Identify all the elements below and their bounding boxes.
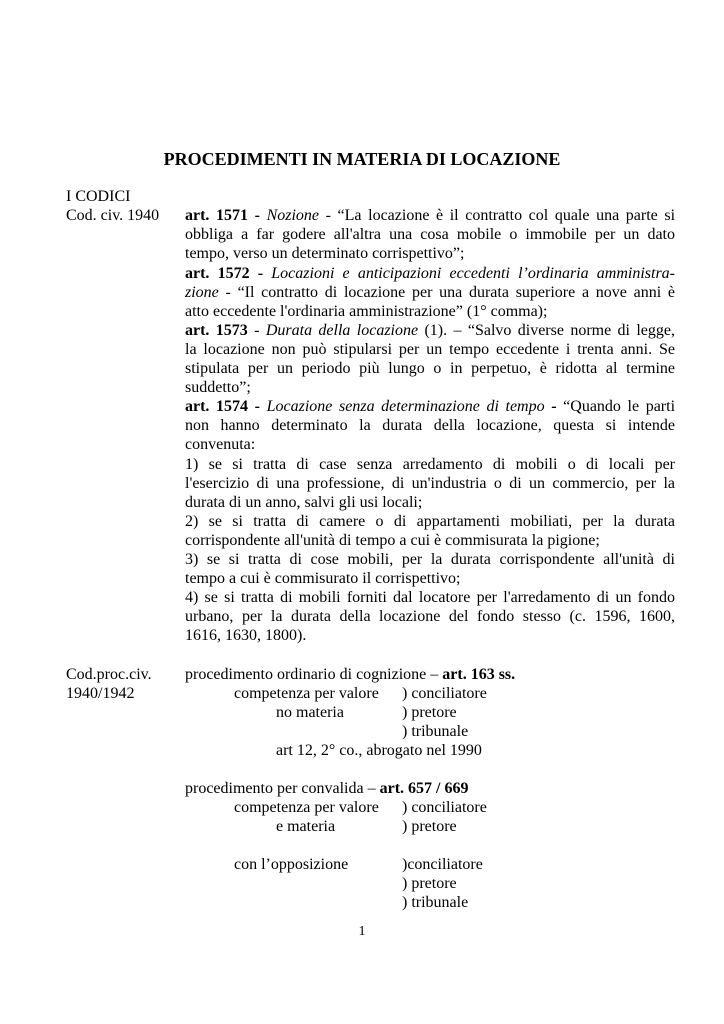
article-text-line: convenuta: [185,436,256,453]
article-rubric: zione [185,284,219,301]
article-item-1-line: 1) se si tratta di case senza arredamento di mobili o di locali per [185,456,675,473]
article-item-1-line: l'esercizio di una professione, di un'industria o di un commercio, per la [185,475,675,492]
article-dash: - [544,398,564,415]
court-conciliatore: )conciliatore [402,856,483,873]
court-pretore: ) pretore [402,875,457,892]
article-item-1-line: durata di un anno, salvi gli usi locali; [185,494,423,511]
procedure-text: procedimento ordinario di cognizione – [185,666,443,683]
article-1571-line [185,206,675,225]
article-rubric: Nozione [266,207,320,224]
article-rubric: Durata della locazione [265,322,419,339]
article-1572-line [185,264,675,283]
article-ref: art. 1573 [185,322,248,339]
competence-value: competenza per valore [234,799,379,816]
article-text-line: atto eccedente l'ordinaria amministrazione” (1° comma); [185,303,548,320]
court-tribunale: ) tribunale [402,723,469,740]
code-label-civil: Cod. civ. 1940 [66,207,160,224]
article-text-line: suddetto”; [185,379,251,396]
article-item-2-line: 2) se si tratta di camere o di appartamenti mobiliati, per la durata [185,513,675,530]
article-text-line [185,283,675,302]
article-text-line: obbliga a far godere all'altra una cosa mobile o immobile per un dato [185,226,675,243]
article-ref: art. 1571 - [185,207,260,224]
article-rubric: Locazioni e anticipazioni eccedenti l’ordinaria amministra- [271,265,676,282]
procedure-text: procedimento per convalida – [185,780,380,797]
competence-matter: e materia [276,818,336,835]
article-ref: art. 1574 - [185,398,260,415]
article-text: (1). – “Salvo diverse norme di legge, [418,322,675,339]
article-text: - “Il contratto di locazione per una durata superiore a nove anni è [218,284,675,301]
article-rubric: Locazione senza determinazione di tempo [266,398,545,415]
article-separator: - [247,322,266,339]
court-conciliatore: ) conciliatore [402,685,487,702]
article-text-line: stipulata per un periodo più lungo o in perpetuo, è ridotta al termine [185,360,675,377]
article-text-line: la locazione non può stipularsi per un tempo eccedente i trenta anni. Se [185,341,675,358]
article-1574-line [185,397,675,416]
article-item-3-line: tempo a cui è commisurato il corrispettivo; [185,570,461,587]
procedure-article: art. 163 ss. [442,666,516,683]
article-item-4-line: 4) se si tratta di mobili forniti dal locatore per l'arredamento di un fondo [185,589,675,606]
page-title: PROCEDIMENTI IN MATERIA DI LOCAZIONE [163,149,561,169]
article-item-4-line: urbano, per la durata della locazione del fondo stesso (c. 1596, 1600, [185,608,675,625]
competence-value: competenza per valore [234,685,379,702]
abrogation-note: art 12, 2° co., abrogato nel 1990 [276,742,482,759]
article-item-3-line: 3) se si tratta di cose mobili, per la durata corrispondente all'unità di [185,551,675,568]
article-text: - “La locazione è il contratto col quale una parte si [319,207,676,224]
court-pretore: ) pretore [402,704,457,721]
article-text-line: tempo, verso un determinato corrispettivo”; [185,245,465,262]
page-number: 1 [358,924,366,939]
article-text: “Quando le parti [563,398,676,415]
article-item-4-line: 1616, 1630, 1800). [185,627,307,644]
competence-matter: no materia [276,704,344,721]
code-label-procedure-year: 1940/1942 [66,685,135,702]
court-pretore: ) pretore [402,818,457,835]
court-conciliatore: ) conciliatore [402,799,487,816]
article-ref: art. 1572 - [185,265,264,282]
procedure-article: art. 657 / 669 [379,780,469,797]
article-1573-line [185,321,675,340]
article-item-2-line: corrispondente all'unità di tempo a cui è commisurata la pigione; [185,532,600,549]
section-heading: I CODICI [66,188,131,205]
convalida-procedure-line [185,779,468,798]
court-tribunale: ) tribunale [402,894,469,911]
opposition-label: con l’opposizione [234,856,349,873]
code-label-procedure: Cod.proc.civ. [66,666,152,683]
ordinary-procedure-line [185,665,515,684]
article-text-line: non hanno determinato la durata della locazione, questa si intende [185,417,675,434]
